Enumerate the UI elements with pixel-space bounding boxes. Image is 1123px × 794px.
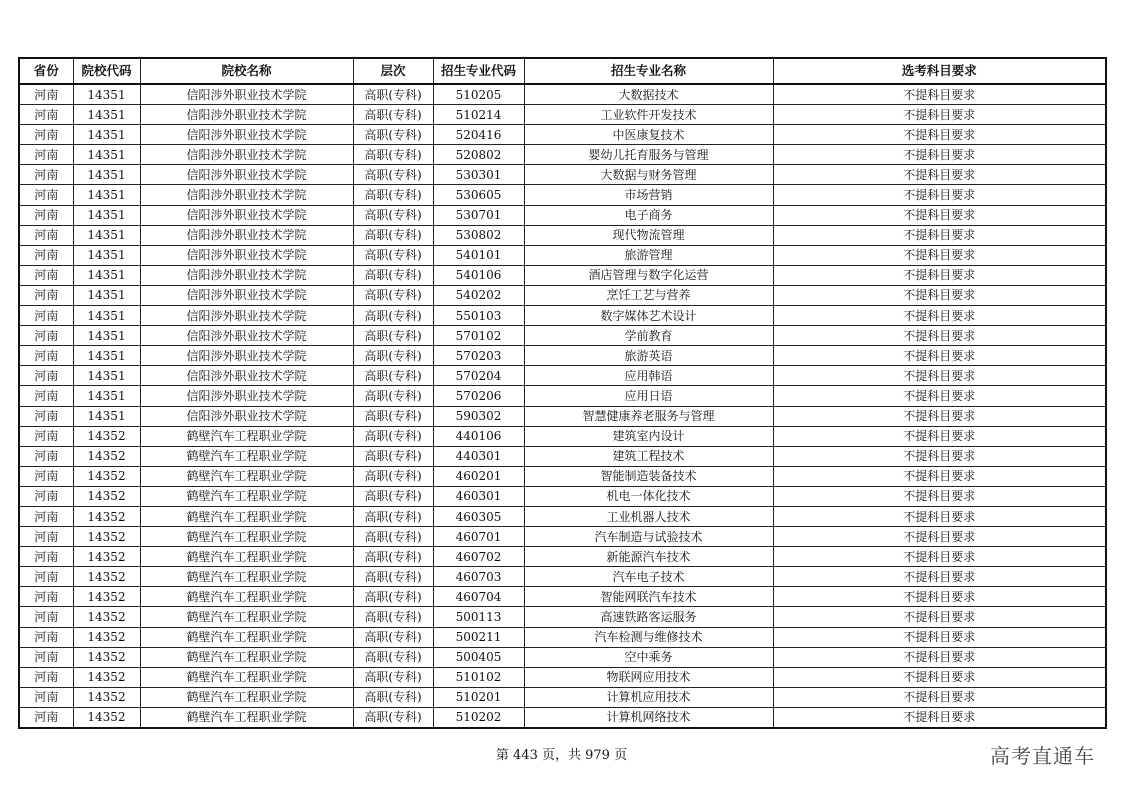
cell-level: 高职(专科) xyxy=(353,567,433,587)
cell-major-name: 智能网联汽车技术 xyxy=(524,587,773,607)
cell-major-code: 460702 xyxy=(433,547,524,567)
cell-subject-requirement: 不提科目要求 xyxy=(773,466,1106,486)
cell-major-name: 旅游英语 xyxy=(524,346,773,366)
cell-school-code: 14351 xyxy=(73,105,140,125)
cell-major-code: 520802 xyxy=(433,145,524,165)
cell-subject-requirement: 不提科目要求 xyxy=(773,667,1106,687)
cell-major-name: 空中乘务 xyxy=(524,647,773,667)
header-row xyxy=(19,58,1106,84)
cell-province: 河南 xyxy=(19,426,73,446)
cell-major-code: 460704 xyxy=(433,587,524,607)
cell-school-name: 信阳涉外职业技术学院 xyxy=(140,346,353,366)
cell-school-name: 信阳涉外职业技术学院 xyxy=(140,205,353,225)
cell-school-code: 14352 xyxy=(73,627,140,647)
table-body xyxy=(19,84,1106,728)
table-row xyxy=(19,205,1106,225)
table-row xyxy=(19,346,1106,366)
cell-province: 河南 xyxy=(19,105,73,125)
cell-province: 河南 xyxy=(19,567,73,587)
cell-major-code: 570203 xyxy=(433,346,524,366)
table-row xyxy=(19,245,1106,265)
table-row xyxy=(19,687,1106,707)
cell-school-name: 信阳涉外职业技术学院 xyxy=(140,326,353,346)
cell-school-name: 信阳涉外职业技术学院 xyxy=(140,386,353,406)
cell-major-code: 530701 xyxy=(433,205,524,225)
cell-school-name: 鹤壁汽车工程职业学院 xyxy=(140,667,353,687)
cell-school-name: 鹤壁汽车工程职业学院 xyxy=(140,527,353,547)
cell-school-name: 信阳涉外职业技术学院 xyxy=(140,84,353,105)
table-row xyxy=(19,265,1106,285)
cell-major-name: 计算机应用技术 xyxy=(524,687,773,707)
cell-major-name: 建筑室内设计 xyxy=(524,426,773,446)
cell-school-name: 鹤壁汽车工程职业学院 xyxy=(140,506,353,526)
cell-subject-requirement: 不提科目要求 xyxy=(773,406,1106,426)
cell-level: 高职(专科) xyxy=(353,165,433,185)
cell-subject-requirement: 不提科目要求 xyxy=(773,306,1106,326)
cell-school-code: 14351 xyxy=(73,326,140,346)
cell-province: 河南 xyxy=(19,366,73,386)
cell-school-name: 信阳涉外职业技术学院 xyxy=(140,185,353,205)
cell-major-code: 500211 xyxy=(433,627,524,647)
cell-subject-requirement: 不提科目要求 xyxy=(773,527,1106,547)
table-row xyxy=(19,366,1106,386)
cell-school-name: 鹤壁汽车工程职业学院 xyxy=(140,687,353,707)
cell-province: 河南 xyxy=(19,265,73,285)
cell-province: 河南 xyxy=(19,165,73,185)
cell-level: 高职(专科) xyxy=(353,647,433,667)
cell-school-code: 14351 xyxy=(73,145,140,165)
cell-major-code: 510201 xyxy=(433,687,524,707)
cell-school-name: 鹤壁汽车工程职业学院 xyxy=(140,466,353,486)
cell-province: 河南 xyxy=(19,607,73,627)
cell-school-code: 14351 xyxy=(73,306,140,326)
cell-school-name: 鹤壁汽车工程职业学院 xyxy=(140,627,353,647)
cell-subject-requirement: 不提科目要求 xyxy=(773,687,1106,707)
cell-major-code: 440106 xyxy=(433,426,524,446)
cell-province: 河南 xyxy=(19,285,73,305)
cell-province: 河南 xyxy=(19,145,73,165)
cell-major-name: 婴幼儿托育服务与管理 xyxy=(524,145,773,165)
cell-province: 河南 xyxy=(19,446,73,466)
cell-subject-requirement: 不提科目要求 xyxy=(773,647,1106,667)
cell-school-name: 鹤壁汽车工程职业学院 xyxy=(140,647,353,667)
table-row xyxy=(19,486,1106,506)
cell-province: 河南 xyxy=(19,466,73,486)
cell-level: 高职(专科) xyxy=(353,627,433,647)
cell-level: 高职(专科) xyxy=(353,406,433,426)
cell-level: 高职(专科) xyxy=(353,346,433,366)
table-row xyxy=(19,386,1106,406)
table-row xyxy=(19,125,1106,145)
cell-subject-requirement: 不提科目要求 xyxy=(773,245,1106,265)
cell-subject-requirement: 不提科目要求 xyxy=(773,426,1106,446)
cell-school-code: 14351 xyxy=(73,225,140,245)
cell-province: 河南 xyxy=(19,687,73,707)
cell-level: 高职(专科) xyxy=(353,607,433,627)
table-header xyxy=(19,58,1106,84)
cell-province: 河南 xyxy=(19,125,73,145)
table-row xyxy=(19,185,1106,205)
cell-major-name: 市场营销 xyxy=(524,185,773,205)
cell-major-name: 工业软件开发技术 xyxy=(524,105,773,125)
cell-major-code: 500405 xyxy=(433,647,524,667)
cell-school-name: 鹤壁汽车工程职业学院 xyxy=(140,426,353,446)
cell-level: 高职(专科) xyxy=(353,426,433,446)
cell-major-code: 500113 xyxy=(433,607,524,627)
cell-school-name: 鹤壁汽车工程职业学院 xyxy=(140,547,353,567)
cell-subject-requirement: 不提科目要求 xyxy=(773,366,1106,386)
cell-major-code: 550103 xyxy=(433,306,524,326)
cell-school-name: 鹤壁汽车工程职业学院 xyxy=(140,607,353,627)
table-row xyxy=(19,466,1106,486)
cell-province: 河南 xyxy=(19,406,73,426)
cell-school-name: 信阳涉外职业技术学院 xyxy=(140,406,353,426)
column-header-school-code: 院校代码 xyxy=(73,58,140,84)
cell-school-code: 14351 xyxy=(73,346,140,366)
cell-subject-requirement: 不提科目要求 xyxy=(773,567,1106,587)
cell-school-code: 14352 xyxy=(73,446,140,466)
cell-province: 河南 xyxy=(19,527,73,547)
cell-subject-requirement: 不提科目要求 xyxy=(773,165,1106,185)
cell-subject-requirement: 不提科目要求 xyxy=(773,84,1106,105)
cell-major-name: 大数据与财务管理 xyxy=(524,165,773,185)
cell-major-code: 520416 xyxy=(433,125,524,145)
cell-subject-requirement: 不提科目要求 xyxy=(773,105,1106,125)
cell-major-code: 570206 xyxy=(433,386,524,406)
cell-major-code: 460305 xyxy=(433,506,524,526)
cell-province: 河南 xyxy=(19,587,73,607)
cell-major-name: 大数据技术 xyxy=(524,84,773,105)
cell-school-name: 信阳涉外职业技术学院 xyxy=(140,306,353,326)
cell-level: 高职(专科) xyxy=(353,506,433,526)
cell-school-name: 鹤壁汽车工程职业学院 xyxy=(140,567,353,587)
cell-major-code: 510205 xyxy=(433,84,524,105)
cell-school-code: 14351 xyxy=(73,84,140,105)
cell-province: 河南 xyxy=(19,506,73,526)
cell-school-code: 14351 xyxy=(73,165,140,185)
cell-major-code: 440301 xyxy=(433,446,524,466)
cell-subject-requirement: 不提科目要求 xyxy=(773,587,1106,607)
cell-school-name: 信阳涉外职业技术学院 xyxy=(140,265,353,285)
table-row xyxy=(19,326,1106,346)
cell-subject-requirement: 不提科目要求 xyxy=(773,205,1106,225)
table-row xyxy=(19,707,1106,728)
cell-major-code: 570204 xyxy=(433,366,524,386)
cell-school-name: 鹤壁汽车工程职业学院 xyxy=(140,707,353,728)
cell-level: 高职(专科) xyxy=(353,587,433,607)
cell-school-name: 信阳涉外职业技术学院 xyxy=(140,245,353,265)
cell-subject-requirement: 不提科目要求 xyxy=(773,265,1106,285)
cell-level: 高职(专科) xyxy=(353,527,433,547)
cell-major-name: 新能源汽车技术 xyxy=(524,547,773,567)
cell-major-name: 物联网应用技术 xyxy=(524,667,773,687)
cell-subject-requirement: 不提科目要求 xyxy=(773,326,1106,346)
cell-province: 河南 xyxy=(19,647,73,667)
cell-major-name: 旅游管理 xyxy=(524,245,773,265)
table-row xyxy=(19,84,1106,105)
cell-school-code: 14351 xyxy=(73,386,140,406)
cell-major-name: 高速铁路客运服务 xyxy=(524,607,773,627)
table-row xyxy=(19,306,1106,326)
table-row xyxy=(19,607,1106,627)
cell-subject-requirement: 不提科目要求 xyxy=(773,506,1106,526)
cell-level: 高职(专科) xyxy=(353,466,433,486)
cell-school-code: 14352 xyxy=(73,707,140,728)
cell-school-code: 14352 xyxy=(73,687,140,707)
cell-major-code: 460301 xyxy=(433,486,524,506)
cell-major-name: 机电一体化技术 xyxy=(524,486,773,506)
table-row xyxy=(19,406,1106,426)
cell-province: 河南 xyxy=(19,205,73,225)
cell-school-code: 14352 xyxy=(73,607,140,627)
cell-level: 高职(专科) xyxy=(353,185,433,205)
cell-level: 高职(专科) xyxy=(353,547,433,567)
cell-province: 河南 xyxy=(19,84,73,105)
cell-province: 河南 xyxy=(19,627,73,647)
column-header-province: 省份 xyxy=(19,58,73,84)
cell-school-name: 鹤壁汽车工程职业学院 xyxy=(140,446,353,466)
cell-level: 高职(专科) xyxy=(353,306,433,326)
cell-province: 河南 xyxy=(19,667,73,687)
cell-major-code: 540106 xyxy=(433,265,524,285)
cell-province: 河南 xyxy=(19,547,73,567)
cell-level: 高职(专科) xyxy=(353,205,433,225)
cell-school-code: 14351 xyxy=(73,245,140,265)
table-row xyxy=(19,547,1106,567)
cell-major-name: 计算机网络技术 xyxy=(524,707,773,728)
cell-school-code: 14352 xyxy=(73,547,140,567)
cell-major-name: 中医康复技术 xyxy=(524,125,773,145)
cell-school-code: 14351 xyxy=(73,125,140,145)
cell-school-name: 信阳涉外职业技术学院 xyxy=(140,285,353,305)
cell-level: 高职(专科) xyxy=(353,446,433,466)
table-row xyxy=(19,165,1106,185)
cell-province: 河南 xyxy=(19,306,73,326)
cell-school-code: 14351 xyxy=(73,366,140,386)
cell-major-name: 汽车制造与试验技术 xyxy=(524,527,773,547)
table-row xyxy=(19,506,1106,526)
cell-level: 高职(专科) xyxy=(353,125,433,145)
cell-level: 高职(专科) xyxy=(353,386,433,406)
cell-school-name: 信阳涉外职业技术学院 xyxy=(140,225,353,245)
cell-school-code: 14351 xyxy=(73,285,140,305)
cell-major-name: 汽车电子技术 xyxy=(524,567,773,587)
cell-level: 高职(专科) xyxy=(353,225,433,245)
cell-province: 河南 xyxy=(19,326,73,346)
table-row xyxy=(19,426,1106,446)
cell-level: 高职(专科) xyxy=(353,105,433,125)
column-header-school-name: 院校名称 xyxy=(140,58,353,84)
cell-province: 河南 xyxy=(19,707,73,728)
cell-school-name: 鹤壁汽车工程职业学院 xyxy=(140,486,353,506)
cell-school-code: 14352 xyxy=(73,426,140,446)
table-row xyxy=(19,446,1106,466)
table-row xyxy=(19,285,1106,305)
cell-level: 高职(专科) xyxy=(353,486,433,506)
table-row xyxy=(19,667,1106,687)
cell-province: 河南 xyxy=(19,386,73,406)
cell-province: 河南 xyxy=(19,225,73,245)
cell-school-code: 14352 xyxy=(73,647,140,667)
cell-major-code: 540202 xyxy=(433,285,524,305)
cell-school-code: 14352 xyxy=(73,506,140,526)
watermark: 高考直通车 xyxy=(990,744,1095,768)
cell-school-code: 14352 xyxy=(73,486,140,506)
cell-subject-requirement: 不提科目要求 xyxy=(773,607,1106,627)
cell-major-code: 530301 xyxy=(433,165,524,185)
cell-school-code: 14352 xyxy=(73,527,140,547)
column-header-major-code: 招生专业代码 xyxy=(433,58,524,84)
table-row xyxy=(19,145,1106,165)
cell-major-name: 烹饪工艺与营养 xyxy=(524,285,773,305)
page-footer: 第 443 页，共 979 页 xyxy=(495,748,628,763)
cell-major-code: 510102 xyxy=(433,667,524,687)
cell-school-code: 14351 xyxy=(73,265,140,285)
cell-major-code: 540101 xyxy=(433,245,524,265)
cell-subject-requirement: 不提科目要求 xyxy=(773,446,1106,466)
cell-school-name: 信阳涉外职业技术学院 xyxy=(140,105,353,125)
cell-level: 高职(专科) xyxy=(353,326,433,346)
cell-subject-requirement: 不提科目要求 xyxy=(773,145,1106,165)
cell-school-code: 14352 xyxy=(73,466,140,486)
cell-school-code: 14351 xyxy=(73,406,140,426)
cell-school-code: 14351 xyxy=(73,185,140,205)
cell-school-code: 14352 xyxy=(73,667,140,687)
table-row xyxy=(19,647,1106,667)
cell-major-code: 460703 xyxy=(433,567,524,587)
cell-subject-requirement: 不提科目要求 xyxy=(773,346,1106,366)
table-row xyxy=(19,527,1106,547)
cell-major-name: 工业机器人技术 xyxy=(524,506,773,526)
table-row xyxy=(19,587,1106,607)
cell-major-name: 智慧健康养老服务与管理 xyxy=(524,406,773,426)
column-header-level: 层次 xyxy=(353,58,433,84)
table-row xyxy=(19,225,1106,245)
cell-major-code: 510202 xyxy=(433,707,524,728)
cell-level: 高职(专科) xyxy=(353,687,433,707)
column-header-major-name: 招生专业名称 xyxy=(524,58,773,84)
cell-major-name: 智能制造装备技术 xyxy=(524,466,773,486)
cell-level: 高职(专科) xyxy=(353,84,433,105)
cell-subject-requirement: 不提科目要求 xyxy=(773,486,1106,506)
cell-school-code: 14352 xyxy=(73,587,140,607)
cell-major-name: 酒店管理与数字化运营 xyxy=(524,265,773,285)
cell-major-code: 530802 xyxy=(433,225,524,245)
table-row xyxy=(19,105,1106,125)
cell-major-code: 590302 xyxy=(433,406,524,426)
cell-major-name: 数字媒体艺术设计 xyxy=(524,306,773,326)
cell-major-name: 现代物流管理 xyxy=(524,225,773,245)
cell-subject-requirement: 不提科目要求 xyxy=(773,547,1106,567)
cell-major-code: 460201 xyxy=(433,466,524,486)
column-header-subject-requirement: 选考科目要求 xyxy=(773,58,1106,84)
cell-level: 高职(专科) xyxy=(353,667,433,687)
cell-level: 高职(专科) xyxy=(353,145,433,165)
cell-major-name: 建筑工程技术 xyxy=(524,446,773,466)
cell-province: 河南 xyxy=(19,346,73,366)
enrollment-table xyxy=(18,57,1107,729)
cell-major-code: 510214 xyxy=(433,105,524,125)
cell-level: 高职(专科) xyxy=(353,245,433,265)
cell-subject-requirement: 不提科目要求 xyxy=(773,125,1106,145)
cell-major-code: 460701 xyxy=(433,527,524,547)
cell-school-name: 信阳涉外职业技术学院 xyxy=(140,165,353,185)
cell-subject-requirement: 不提科目要求 xyxy=(773,185,1106,205)
cell-school-code: 14351 xyxy=(73,205,140,225)
cell-school-name: 信阳涉外职业技术学院 xyxy=(140,145,353,165)
cell-major-name: 应用日语 xyxy=(524,386,773,406)
cell-major-code: 530605 xyxy=(433,185,524,205)
cell-subject-requirement: 不提科目要求 xyxy=(773,225,1106,245)
table-row xyxy=(19,567,1106,587)
cell-subject-requirement: 不提科目要求 xyxy=(773,386,1106,406)
cell-subject-requirement: 不提科目要求 xyxy=(773,285,1106,305)
cell-major-name: 应用韩语 xyxy=(524,366,773,386)
cell-major-code: 570102 xyxy=(433,326,524,346)
cell-school-name: 信阳涉外职业技术学院 xyxy=(140,125,353,145)
cell-school-name: 鹤壁汽车工程职业学院 xyxy=(140,587,353,607)
cell-major-name: 汽车检测与维修技术 xyxy=(524,627,773,647)
cell-level: 高职(专科) xyxy=(353,366,433,386)
cell-level: 高职(专科) xyxy=(353,265,433,285)
cell-province: 河南 xyxy=(19,185,73,205)
cell-school-name: 信阳涉外职业技术学院 xyxy=(140,366,353,386)
table-row xyxy=(19,627,1106,647)
cell-major-name: 电子商务 xyxy=(524,205,773,225)
cell-subject-requirement: 不提科目要求 xyxy=(773,627,1106,647)
cell-school-code: 14352 xyxy=(73,567,140,587)
cell-level: 高职(专科) xyxy=(353,285,433,305)
cell-level: 高职(专科) xyxy=(353,707,433,728)
cell-major-name: 学前教育 xyxy=(524,326,773,346)
cell-subject-requirement: 不提科目要求 xyxy=(773,707,1106,728)
cell-province: 河南 xyxy=(19,245,73,265)
cell-province: 河南 xyxy=(19,486,73,506)
